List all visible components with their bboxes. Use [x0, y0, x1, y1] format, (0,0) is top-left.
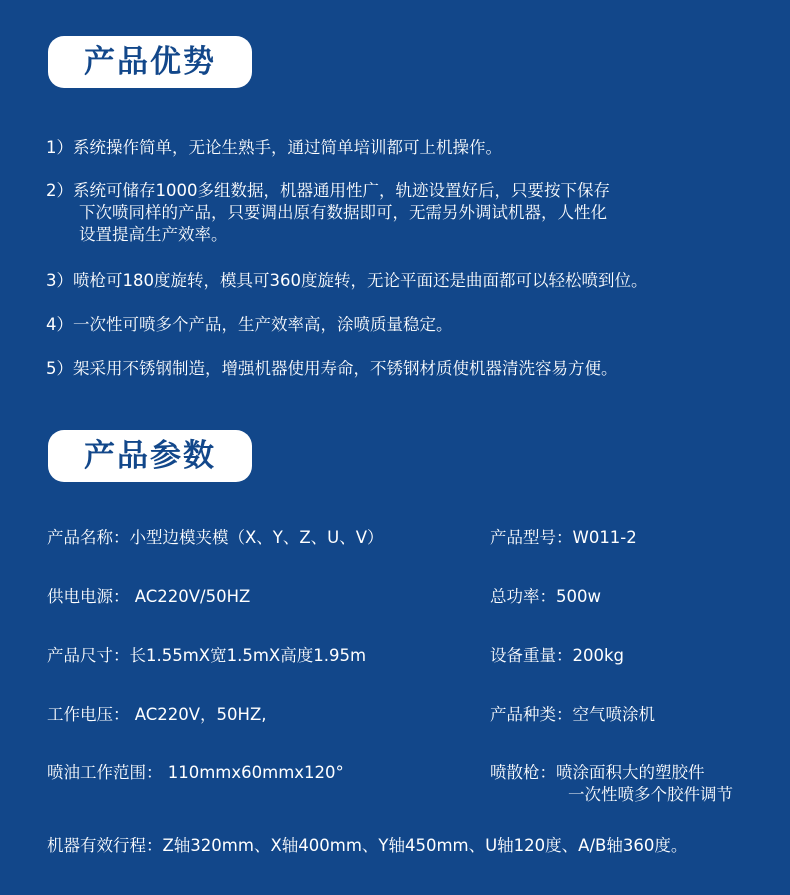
advantage-item-5: [46, 358, 618, 380]
param-total-power: 总功率：500w: [490, 587, 601, 606]
advantage-item-3: [46, 270, 648, 292]
advantage-line: 1）系统操作简单，无论生熟手，通过简单培训都可上机操作。: [46, 138, 502, 157]
spray-gun-line: 一次性喷多个胶件调节: [568, 785, 733, 804]
advantage-line: 3）喷枪可180度旋转，模具可360度旋转，无论平面还是曲面都可以轻松喷到位。: [46, 271, 648, 290]
param-working-range: 喷油工作范围： 110mmx60mmx120°: [47, 763, 344, 782]
section-title-params: 产品参数: [48, 430, 252, 482]
advantage-line: 4）一次性可喷多个产品，生产效率高，涂喷质量稳定。: [46, 315, 453, 334]
param-spray-gun: [490, 762, 733, 806]
advantage-item-2: [46, 180, 610, 246]
advantage-line: 5）架采用不锈钢制造，增强机器使用寿命，不锈钢材质使机器清洗容易方便。: [46, 359, 618, 378]
param-category: 产品种类：空气喷涂机: [490, 705, 655, 724]
advantage-line: 2）系统可储存1000多组数据，机器通用性广，轨迹设置好后，只要按下保存: [46, 181, 610, 200]
spray-gun-line: 喷散枪：喷涂面积大的塑胶件: [490, 763, 705, 782]
param-power-supply: 供电电源： AC220V/50HZ: [47, 587, 251, 606]
advantage-item-4: [46, 314, 453, 336]
advantage-item-1: [46, 137, 502, 159]
advantage-line: 下次喷同样的产品，只要调出原有数据即可，无需另外调试机器，人性化: [79, 203, 607, 222]
param-voltage: 工作电压： AC220V，50HZ,: [47, 705, 267, 724]
advantage-line: 设置提高生产效率。: [79, 225, 228, 244]
section-title-advantages: 产品优势: [48, 36, 252, 88]
param-effective-stroke: 机器有效行程：Z轴320mm、X轴400mm、Y轴450mm、U轴120度、A/B轴360度。: [47, 836, 688, 855]
param-weight: 设备重量：200kg: [490, 646, 625, 665]
param-product-model: 产品型号：W011-2: [490, 528, 637, 547]
param-product-size: 产品尺寸：长1.55mX宽1.5mX高度1.95m: [47, 646, 367, 665]
param-product-name: 产品名称：小型边模夹模（X、Y、Z、U、V）: [47, 528, 384, 547]
